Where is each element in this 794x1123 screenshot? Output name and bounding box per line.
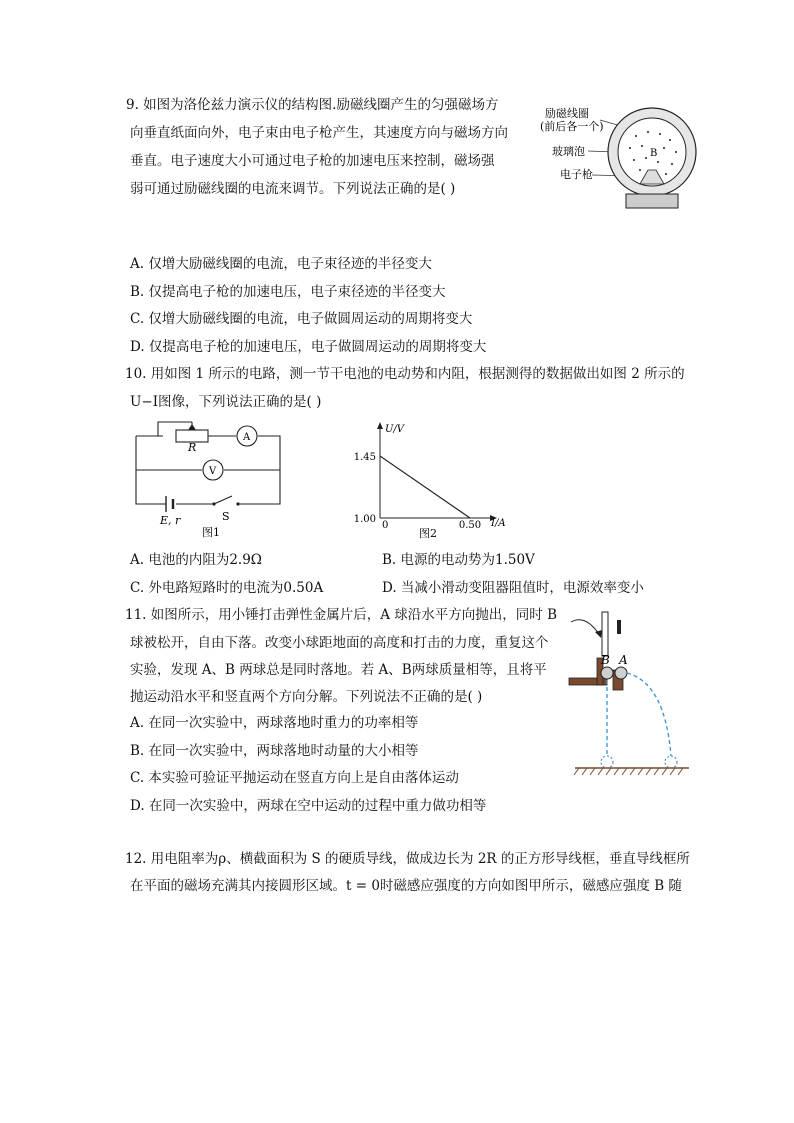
q10-option-d: D. 当减小滑动变阻器阻值时，电源效率变小: [382, 580, 644, 596]
label-field-B: B: [650, 148, 658, 159]
label-coil: 励磁线圈: [545, 107, 589, 120]
fig2-caption: 图2: [419, 527, 437, 540]
battery-label: E, r: [160, 514, 181, 527]
y-tick-label: 1.00: [353, 514, 376, 525]
projectile-experiment-figure: [565, 608, 695, 782]
q11-option-a: A. 在同一次实验中，两球落地时重力的功率相等: [130, 715, 419, 731]
voltmeter-label: V: [209, 466, 217, 477]
ball-b: [601, 667, 613, 679]
apparatus-base: [626, 194, 678, 208]
resistor-label: R: [188, 441, 197, 454]
q11-line-2: 球被松开，自由下落。改变小球距地面的高度和打击的力度，重复这个: [130, 635, 549, 651]
q11-option-d: D. 在同一次实验中，两球在空中运动的过程中重力做功相等: [130, 798, 487, 814]
x-axis-label: I/A: [491, 518, 506, 529]
q9-line-4: 弱可通过励磁线圈的电流来调节。下列说法正确的是( ): [130, 181, 456, 197]
q12-line-2: 在平面的磁场充满其内接圆形区域。t = 0时磁感应强度的方向如图甲所示，磁感应强度 B 随: [130, 878, 682, 894]
ball-a-label: A: [619, 653, 628, 667]
q10-option-c: C. 外电路短路时的电流为0.50A: [130, 580, 324, 596]
ui-series-line: [380, 456, 470, 518]
q9-line-1: 9. 如图为洛伦兹力演示仪的结构图.励磁线圈产生的匀强磁场方: [126, 97, 499, 113]
switch-label: S: [222, 510, 230, 523]
q9-option-b: B. 仅提高电子枪的加速电压，电子束径迹的半径变大: [130, 284, 446, 300]
q9-option-d: D. 仅提高电子枪的加速电压，电子做圆周运动的周期将变大: [130, 339, 487, 355]
x-tick-label: 0.50: [458, 520, 482, 531]
ball-a-landing: [665, 756, 677, 768]
q12-line-1: 12. 用电阻率为ρ、横截面积为 S 的硬质导线，做成边长为 2R 的正方形导线框，垂直导线框所: [125, 851, 690, 867]
y-tick-label: 1.45: [353, 452, 376, 463]
x-tick-label: 0: [382, 520, 389, 531]
hammer-head: [617, 620, 621, 634]
q9-line-3: 垂直。电子速度大小可通过电子枪的加速电压来控制，磁场强: [130, 153, 495, 169]
label-gun: 电子枪: [560, 168, 593, 181]
q11-line-3: 实验，发现 A、B 两球总是同时落地。若 A、B两球质量相等，且将平: [130, 662, 547, 678]
q10-option-b: B. 电源的电动势为1.50V: [382, 552, 535, 568]
q9-option-a: A. 仅增大励磁线圈的电流，电子束径迹的半径变大: [130, 256, 432, 272]
q10-option-a: A. 电池的内阻为2.9Ω: [130, 552, 262, 568]
ball-b-landing: [601, 756, 613, 768]
q9-option-c: C. 仅增大励磁线圈的电流，电子做圆周运动的周期将变大: [130, 311, 473, 327]
ball-b-label: B: [601, 653, 610, 667]
q11-option-c: C. 本实验可验证平抛运动在竖直方向上是自由落体运动: [130, 770, 459, 786]
label-bulb: 玻璃泡: [552, 145, 585, 158]
strike-arrow: [571, 620, 599, 634]
q11-line-1: 11. 如图所示，用小锤打击弹性金属片后，A 球沿水平方向抛出，同时 B: [125, 607, 558, 623]
hammer-handle: [602, 612, 608, 656]
ammeter-label: A: [243, 432, 251, 443]
ui-chart-plot: [354, 452, 481, 531]
q10-line-1: 10. 用如图 1 所示的电路，测一节干电池的电动势和内阻，根据测得的数据做出如图 2 所示的: [125, 366, 685, 382]
q11-option-b: B. 在同一次实验中，两球落地时动量的大小相等: [130, 743, 419, 759]
q9-line-2: 向垂直纸面向外，电子束由电子枪产生，其速度方向与磁场方向: [130, 125, 508, 141]
label-coil-sub: (前后各一个): [540, 120, 604, 133]
lorentz-apparatus-figure: [540, 100, 700, 212]
q10-line-2: U−I图像，下列说法正确的是( ): [130, 394, 322, 410]
projectile-path: [627, 673, 671, 756]
q11-line-4: 抛运动沿水平和竖直两个方向分解。下列说法不正确的是( ): [130, 689, 483, 705]
y-axis-label: U/V: [385, 424, 405, 435]
fig1-caption: 图1: [202, 526, 220, 539]
ball-a: [615, 667, 627, 679]
circuit-figure-1: [128, 418, 288, 542]
u-i-graph-figure-2: [345, 420, 515, 542]
